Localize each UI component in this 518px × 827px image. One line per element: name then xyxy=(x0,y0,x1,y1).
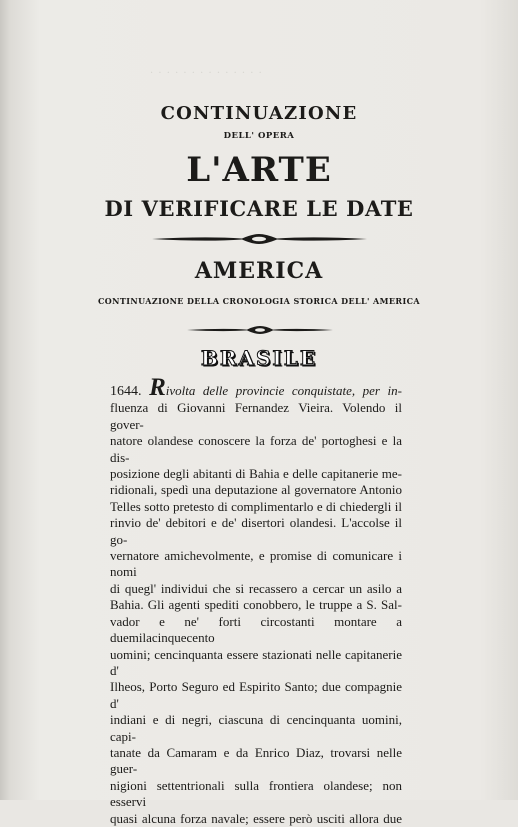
header-continuazione: CONTINUAZIONE xyxy=(160,103,358,124)
body-line: tanate da Camaram e da Enrico Diaz, trovarsi nelle guer- xyxy=(110,744,402,777)
body-line: posizione degli abitanti di Bahia e delle capitanerie me- xyxy=(110,466,402,482)
body-line xyxy=(110,374,402,401)
chapter-title: BRASILE xyxy=(200,346,318,370)
ornament-rule-icon xyxy=(152,233,367,245)
drop-cap: R xyxy=(149,374,166,401)
body-line: Ilheos, Porto Seguro ed Espirito Santo; due compagnie d' xyxy=(110,679,402,711)
body-line: indiani e di negri, ciascuna di cencinquanta uomini, capi- xyxy=(110,712,402,744)
section-title: AMERICA xyxy=(194,258,324,284)
body-line: natore olandese conoscere la forza de' portoghesi e la dis- xyxy=(110,433,402,465)
body-line: nigioni settentrionali sulla frontiera olandese; non esservi xyxy=(110,777,402,810)
header-dell-opera: DELL' OPERA xyxy=(223,131,295,141)
body-line: vador e ne' forti circostanti montare a duemilacinquecento xyxy=(110,613,402,646)
body-line: uomini; cencinquanta essere stazionati nelle capitanerie d' xyxy=(110,646,402,678)
body-line: fluenza di Giovanni Fernandez Vieira. Volendo il gover- xyxy=(110,400,402,432)
heading-italic: ivolta delle provincie conquistate, per in- xyxy=(165,383,402,398)
header-verificare: DI VERIFICARE LE DATE xyxy=(104,196,414,221)
body-line: Bahia. Gli agenti spediti conobbero, le truppe a S. Sal- xyxy=(110,597,402,613)
body-line: rinvio de' debitori e de' disertori olandesi. L'accolse il go- xyxy=(110,515,402,547)
bleed-through-text: · · · · · · · · · · · · · · xyxy=(150,68,263,79)
year: 1644. xyxy=(110,384,142,399)
header-larte: L'ARTE xyxy=(186,150,332,190)
body-line: Telles sotto pretesto di complimentarlo e di chiedergli il xyxy=(110,498,402,514)
ornament-rule-small-icon xyxy=(187,325,333,335)
body-line: vernatore amichevolmente, e promise di comunicare i nomi xyxy=(110,548,402,580)
body-line: di quegl' individui che si recassero a cercar un asilo a xyxy=(110,580,402,596)
section-subtitle: CONTINUAZIONE DELLA CRONOLOGIA STORICA DELL' AMERICA xyxy=(98,296,420,306)
body-line: ridionali, spedì una deputazione al governatore Antonio xyxy=(110,482,402,498)
body-text xyxy=(110,374,402,827)
body-line: quasi alcuna forza navale; essere però usciti allora due xyxy=(110,810,402,826)
